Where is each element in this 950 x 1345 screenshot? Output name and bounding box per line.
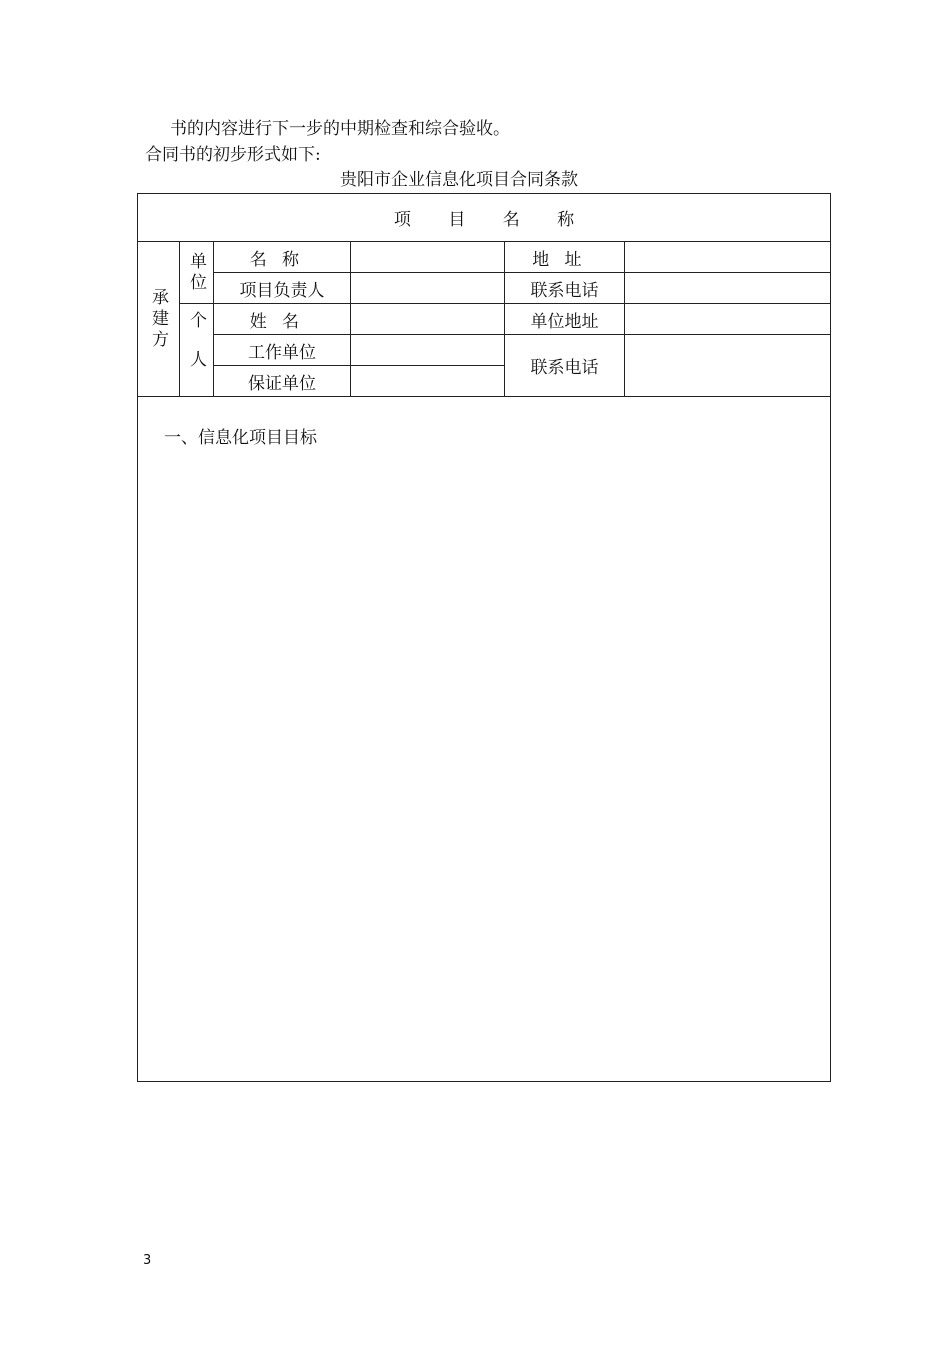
unit-label: 单位 — [180, 242, 214, 304]
work-unit-label: 工作单位 — [214, 335, 351, 366]
contact-phone-2-label: 联系电话 — [505, 335, 625, 397]
section-title: 一、信息化项目目标 — [164, 428, 317, 448]
contact-phone-2-field[interactable] — [625, 335, 831, 397]
individual-label: 个人 — [180, 304, 214, 397]
contractor-label: 承建方 — [138, 242, 180, 397]
contact-phone-field[interactable] — [625, 273, 831, 304]
name-label: 名称 — [214, 242, 351, 273]
contact-phone-label: 联系电话 — [505, 273, 625, 304]
page-number: 3 — [143, 1253, 152, 1268]
guarantee-unit-field[interactable] — [351, 366, 505, 397]
contract-form — [137, 193, 830, 1082]
intro-line-1: 书的内容进行下一步的中期检查和综合验收。 — [170, 119, 510, 139]
guarantee-unit-label: 保证单位 — [214, 366, 351, 397]
address-field[interactable] — [625, 242, 831, 273]
project-name-header: 项目名称 — [138, 194, 831, 242]
name-field[interactable] — [351, 242, 505, 273]
person-name-label: 姓名 — [214, 304, 351, 335]
address-label: 地址 — [505, 242, 625, 273]
project-goals-section[interactable] — [138, 397, 831, 1082]
contract-table — [137, 193, 831, 1082]
unit-address-label: 单位地址 — [505, 304, 625, 335]
project-leader-field[interactable] — [351, 273, 505, 304]
unit-address-field[interactable] — [625, 304, 831, 335]
project-leader-label: 项目负责人 — [214, 273, 351, 304]
form-caption: 贵阳市企业信息化项目合同条款 — [340, 170, 578, 190]
work-unit-field[interactable] — [351, 335, 505, 366]
intro-line-2: 合同书的初步形式如下: — [145, 145, 321, 165]
person-name-field[interactable] — [351, 304, 505, 335]
